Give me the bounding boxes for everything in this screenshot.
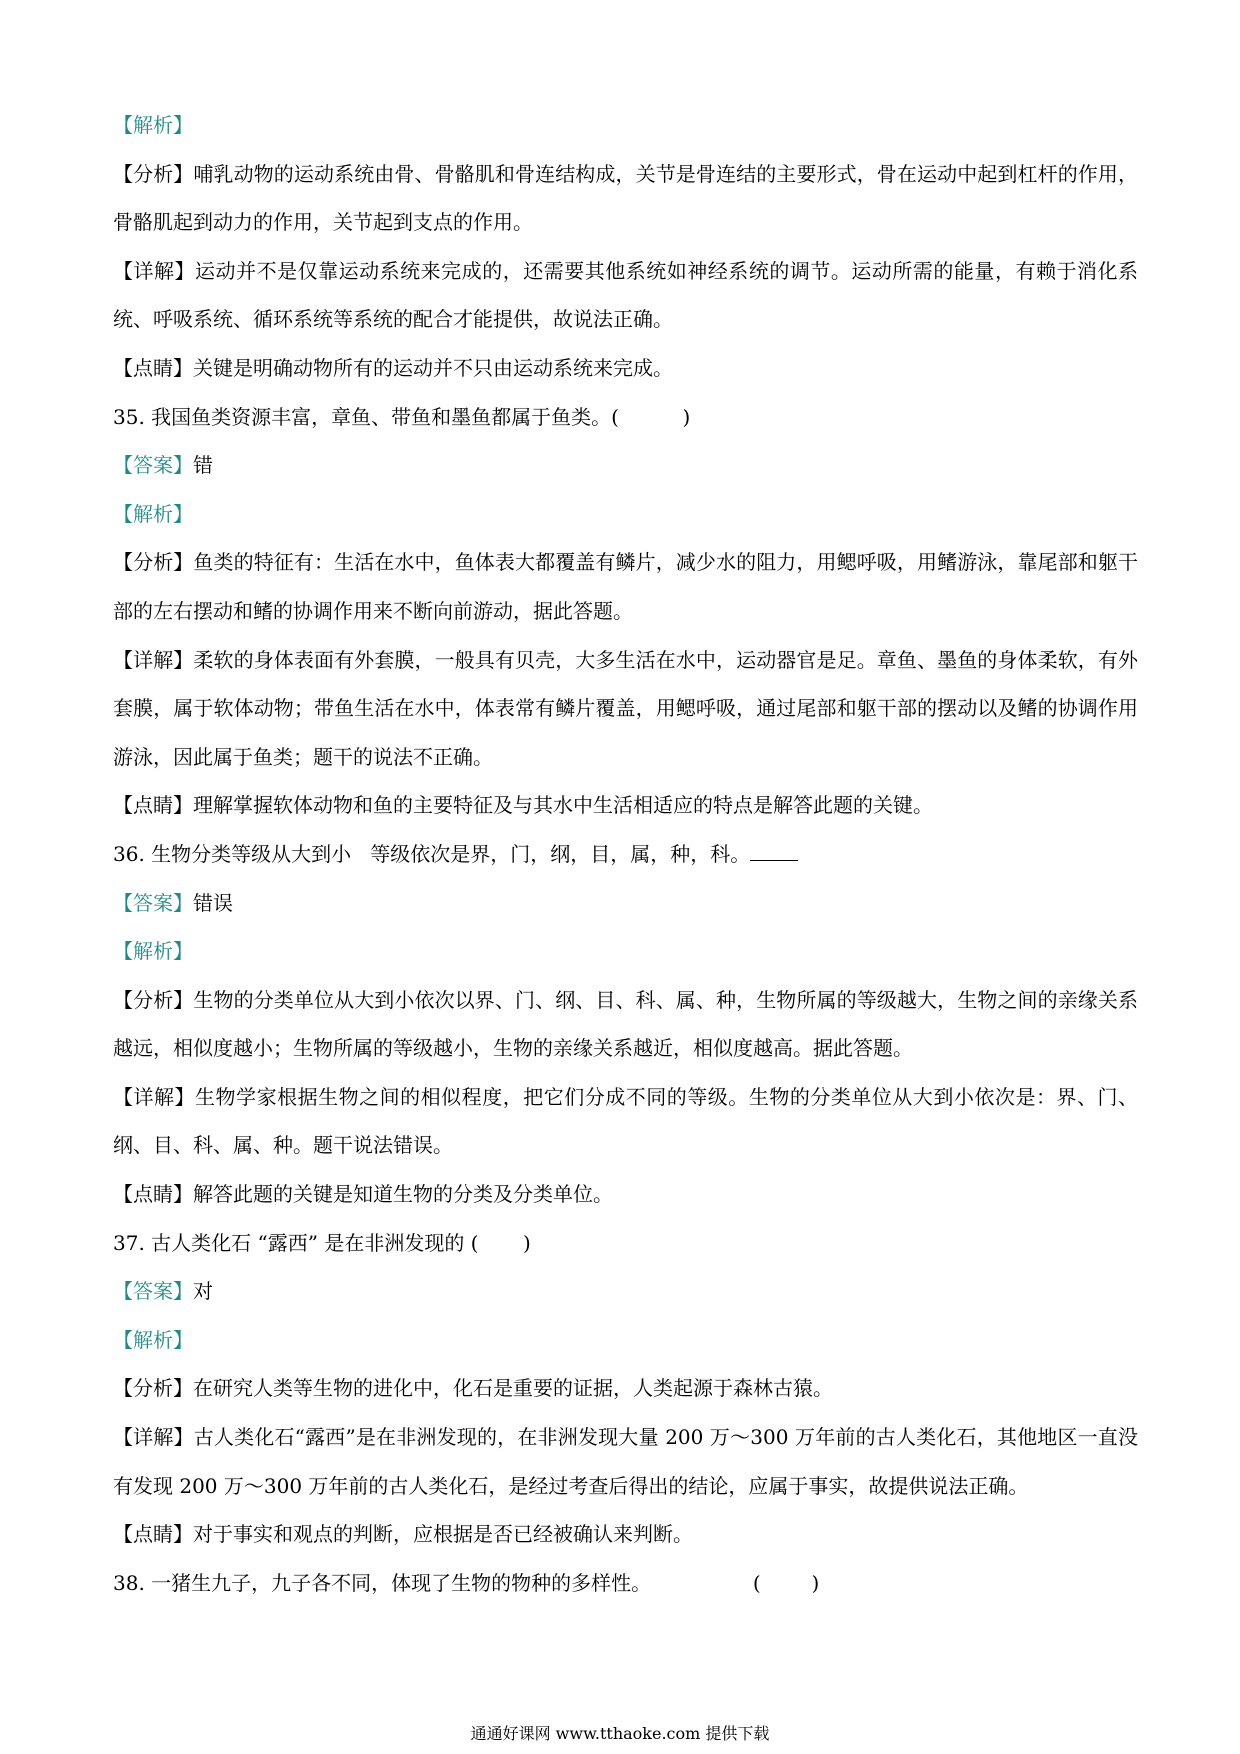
question-line [113, 1559, 1138, 1608]
paragraph-text: 运动并不是仅靠运动系统来完成的，还需要其他系统如神经系统的调节。运动所需的能量，有赖于消化系统、呼吸系统、循环系统等系统的配合才能提供，故说法正确。 [113, 258, 1139, 332]
section-tag: 【点睛】 [113, 355, 193, 380]
explanation-paragraph [113, 344, 1138, 393]
paragraph-text: 鱼类的特征有：生活在水中，鱼体表大都覆盖有鳞片，减少水的阻力，用鳃呼吸，用鳍游泳，靠尾部和躯干部的左右摆动和鳍的协调作用来不断向前游动，据此答题。 [113, 550, 1139, 623]
section-tag: 【详解】 [113, 1084, 196, 1109]
answer-line [113, 879, 1138, 928]
section-tag: 【分析】 [113, 1376, 193, 1401]
question-line [113, 1219, 1138, 1268]
section-tag: 【点睛】 [113, 793, 193, 818]
explanation-paragraph [113, 1170, 1138, 1219]
explanation-paragraph [113, 1073, 1138, 1170]
section-tag: 【详解】 [113, 647, 194, 672]
answer-tag: 【答案】 [113, 453, 193, 478]
section-tag: 【解析】 [113, 501, 193, 526]
explanation-paragraph [113, 976, 1138, 1073]
paragraph-text: 对于事实和观点的判断，应根据是否已经被确认来判断。 [193, 1522, 693, 1547]
explanation-paragraph [113, 636, 1138, 782]
section-tag: 【分析】 [113, 161, 194, 186]
explanation-paragraph [113, 247, 1138, 344]
paragraph-text: 哺乳动物的运动系统由骨、骨骼肌和骨连结构成，关节是骨连结的主要形式，骨在运动中起到杠杆的作用，骨骼肌起到动力的作用，关节起到支点的作用。 [113, 161, 1139, 235]
paragraph-text: 解答此题的关键是知道生物的分类及分类单位。 [193, 1182, 613, 1207]
page-footer: 通通好课网 www.tthaoke.com 提供下载 [470, 1724, 770, 1743]
document-content [113, 101, 1138, 1607]
section-tag: 【点睛】 [113, 1522, 193, 1547]
answer-blank [750, 842, 798, 861]
paragraph-text: 古人类化石“露西”是在非洲发现的，在非洲发现大量 200 万～300 万年前的古人类化石，其他地区一直没有发现 200 万～300 万年前的古人类化石，是经过考查后得出的结论，应属于事实，故提供说法正确。 [113, 1425, 1138, 1498]
paragraph-text: 理解掌握软体动物和鱼的主要特征及与其水中生活相适应的特点是解答此题的关键。 [193, 793, 933, 818]
section-tag: 【详解】 [113, 1425, 194, 1450]
analysis-label [113, 101, 1138, 150]
explanation-paragraph [113, 1413, 1138, 1510]
question-text: 35. 我国鱼类资源丰富，章鱼、带鱼和墨鱼都属于鱼类。( ) [113, 404, 691, 429]
explanation-paragraph [113, 538, 1138, 635]
question-text: 37. 古人类化石 “露西” 是在非洲发现的 ( ) [113, 1230, 531, 1255]
question-line [113, 393, 1138, 442]
section-tag: 【详解】 [113, 258, 196, 283]
answer-value: 对 [193, 1279, 213, 1304]
answer-line [113, 1267, 1138, 1316]
section-tag: 【解析】 [113, 939, 193, 964]
section-tag: 【点睛】 [113, 1182, 193, 1207]
explanation-paragraph [113, 1364, 1138, 1413]
answer-tag: 【答案】 [113, 1279, 193, 1304]
paragraph-text: 生物的分类单位从大到小依次以界、门、纲、目、科、属、种，生物所属的等级越大，生物之间的亲缘关系越远，相似度越小；生物所属的等级越小，生物的亲缘关系越近，相似度越高。据此答题。 [113, 987, 1139, 1061]
analysis-label [113, 927, 1138, 976]
paragraph-text: 柔软的身体表面有外套膜，一般具有贝壳，大多生活在水中，运动器官是足。章鱼、墨鱼的身体柔软，有外套膜，属于软体动物；带鱼生活在水中，体表常有鳞片覆盖，用鳃呼吸，通过尾部和躯干部的摆动以及鳍的协调作用游泳，因此属于鱼类；题干的说法不正确。 [113, 647, 1139, 769]
answer-tag: 【答案】 [113, 890, 193, 915]
analysis-label [113, 490, 1138, 539]
answer-value: 错误 [193, 890, 233, 915]
explanation-paragraph [113, 1510, 1138, 1559]
paragraph-text: 生物学家根据生物之间的相似程度，把它们分成不同的等级。生物的分类单位从大到小依次是：界、门、纲、目、科、属、种。题干说法错误。 [113, 1084, 1139, 1158]
section-tag: 【解析】 [113, 113, 193, 137]
question-line [113, 830, 1138, 879]
paragraph-text: 关键是明确动物所有的运动并不只由运动系统来完成。 [193, 355, 673, 380]
section-tag: 【解析】 [113, 1327, 193, 1352]
explanation-paragraph [113, 150, 1138, 247]
section-tag: 【分析】 [113, 550, 194, 575]
question-text: 38. 一猪生九子，九子各不同，体现了生物的物种的多样性。 ( ) [113, 1570, 820, 1595]
question-text: 36. 生物分类等级从大到小 等级依次是界，门，纲，目，属，种，科。 [113, 841, 751, 866]
explanation-paragraph [113, 781, 1138, 830]
section-tag: 【分析】 [113, 987, 194, 1012]
analysis-label [113, 1316, 1138, 1365]
answer-value: 错 [193, 453, 213, 478]
answer-line [113, 441, 1138, 490]
paragraph-text: 在研究人类等生物的进化中，化石是重要的证据，人类起源于森林古猿。 [193, 1376, 833, 1401]
